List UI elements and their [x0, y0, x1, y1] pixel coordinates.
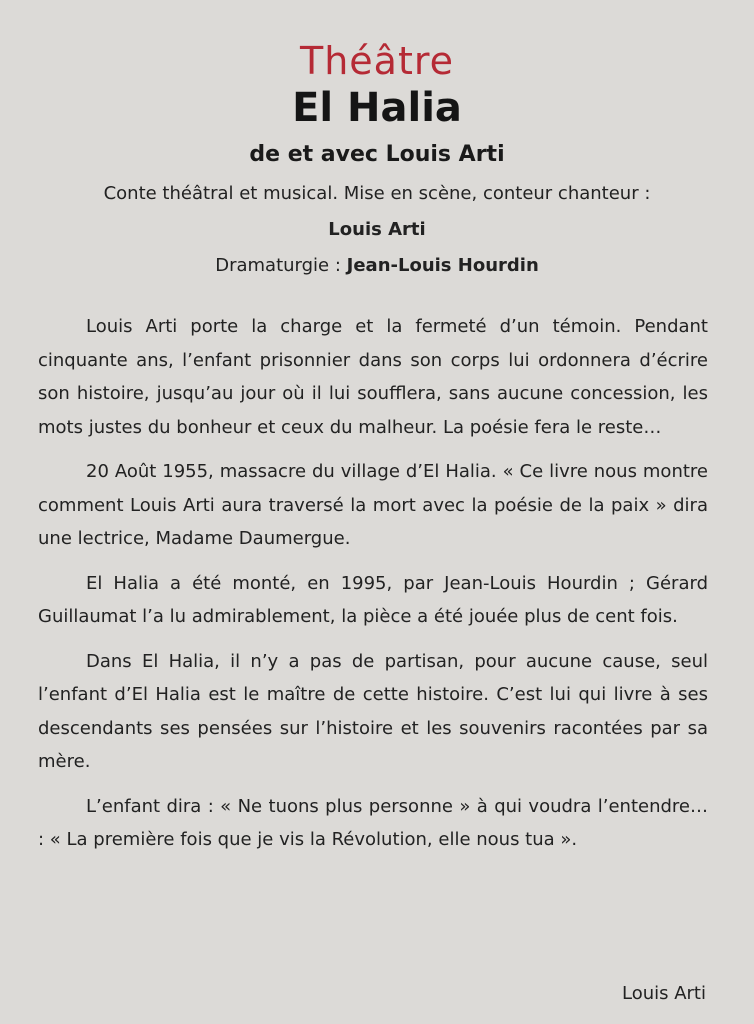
credits-line-2: Louis Arti	[328, 219, 426, 240]
credits	[0, 176, 754, 284]
header	[0, 38, 754, 170]
byline: de et avec Louis Arti	[249, 142, 505, 167]
credits-line-3	[0, 248, 754, 284]
paragraph-1: Louis Arti porte la charge et la fermeté d’un témoin. Pendant cinquante ans, l’enfant prisonnier dans son corps lui ordonnera d’écrire son histoire, jusqu’au jour où il lui soufflera, sans aucune concession, les mots justes du bonheur et ceux du malheur. La poésie fera le reste…	[38, 316, 708, 438]
article-body	[38, 310, 708, 868]
dramaturgy-label: Dramaturgie :	[215, 255, 347, 276]
paragraph-2: 20 Août 1955, massacre du village d’El Halia. « Ce livre nous montre comment Louis Arti aura traversé la mort avec la poésie de la paix » dira une lectrice, Madame Daumergue.	[38, 461, 708, 549]
page-title: El Halia	[292, 85, 462, 131]
paragraph-5: L’enfant dira : « Ne tuons plus personne » à qui voudra l’entendre… : « La première fois que je vis la Révolution, elle nous tua ».	[38, 795, 708, 850]
genre-kicker: Théâtre	[299, 39, 455, 83]
dramaturgy-name: Jean-Louis Hourdin	[346, 255, 539, 276]
signature: Louis Arti	[621, 983, 706, 1004]
credits-line-1: Conte théâtral et musical. Mise en scène, conteur chanteur :	[103, 183, 651, 204]
paragraph-4: Dans El Halia, il n’y a pas de partisan, pour aucune cause, seul l’enfant d’El Halia est le maître de cette histoire. C’est lui qui livre à ses descendants ses pensées sur l’histoire et les souvenirs racontées par sa mère.	[38, 650, 708, 772]
paragraph-3: El Halia a été monté, en 1995, par Jean-Louis Hourdin ; Gérard Guillaumat l’a lu admirablement, la pièce a été jouée plus de cent fois.	[38, 572, 708, 627]
